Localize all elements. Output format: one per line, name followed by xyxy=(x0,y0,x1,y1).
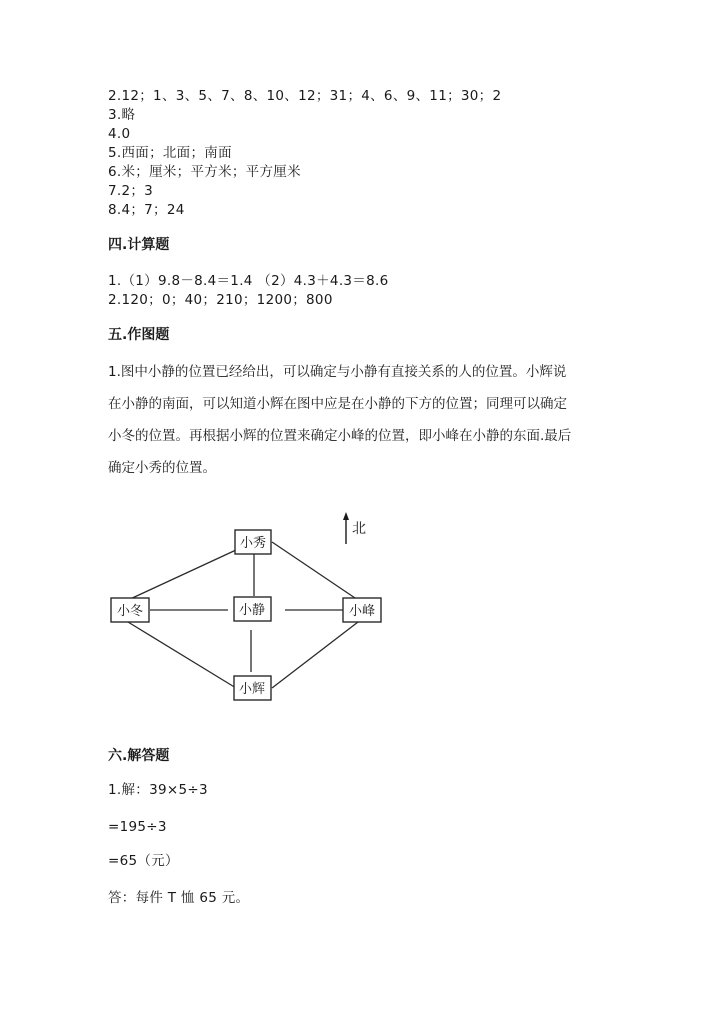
answer-line-7: 7.2；3 xyxy=(108,183,154,199)
node-label-xiaojing: 小静 xyxy=(238,603,266,618)
solution-line-3: =65（元） xyxy=(108,853,179,869)
explanation-line: 1.图中小静的位置已经给出，可以确定与小静有直接关系的人的位置。小辉说 xyxy=(108,364,567,380)
edge-left-bottom xyxy=(128,622,236,688)
explanation-line: 小冬的位置。再根据小辉的位置来确定小峰的位置，即小峰在小静的东面.最后 xyxy=(108,428,572,444)
section-6-title: 六.解答题 xyxy=(108,748,170,764)
answer-line-6: 6.米；厘米；平方米；平方厘米 xyxy=(108,164,301,180)
edge-top-left xyxy=(128,550,236,600)
answer-line-4: 4.0 xyxy=(108,126,131,142)
calc-answer-2: 2.120；0；40；210；1200；800 xyxy=(108,292,333,308)
node-label-xiaofeng: 小峰 xyxy=(348,604,376,619)
solution-answer: 答：每件 T 恤 65 元。 xyxy=(108,890,250,906)
node-label-xiaoxiu: 小秀 xyxy=(239,536,267,551)
calc-answer-1: 1.（1）9.8－8.4＝1.4 （2）4.3＋4.3＝8.6 xyxy=(108,273,389,289)
edge-right-bottom xyxy=(272,622,358,688)
node-label-xiaohui: 小辉 xyxy=(238,682,266,697)
answer-line-8: 8.4；7；24 xyxy=(108,202,185,218)
edge-top-right xyxy=(272,542,358,600)
solution-line-1: 1.解：39×5÷3 xyxy=(108,782,208,798)
explanation-line: 确定小秀的位置。 xyxy=(108,460,216,476)
north-arrow-icon xyxy=(343,512,349,544)
node-label-xiaodong: 小冬 xyxy=(116,604,144,619)
answer-line-3: 3.略 xyxy=(108,107,136,123)
section-4-title: 四.计算题 xyxy=(108,237,170,253)
answer-line-2: 2.12；1、3、5、7、8、10、12；31；4、6、9、11；30；2 xyxy=(108,88,502,104)
explanation-line: 在小静的南面，可以知道小辉在图中应是在小静的下方的位置；同理可以确定 xyxy=(108,396,567,412)
section-5-title: 五.作图题 xyxy=(108,327,170,343)
answer-line-5: 5.西面；北面；南面 xyxy=(108,145,232,161)
solution-line-2: =195÷3 xyxy=(108,819,167,835)
position-diagram xyxy=(0,510,720,710)
drawing-explanation xyxy=(108,356,608,484)
north-label: 北 xyxy=(352,521,366,537)
